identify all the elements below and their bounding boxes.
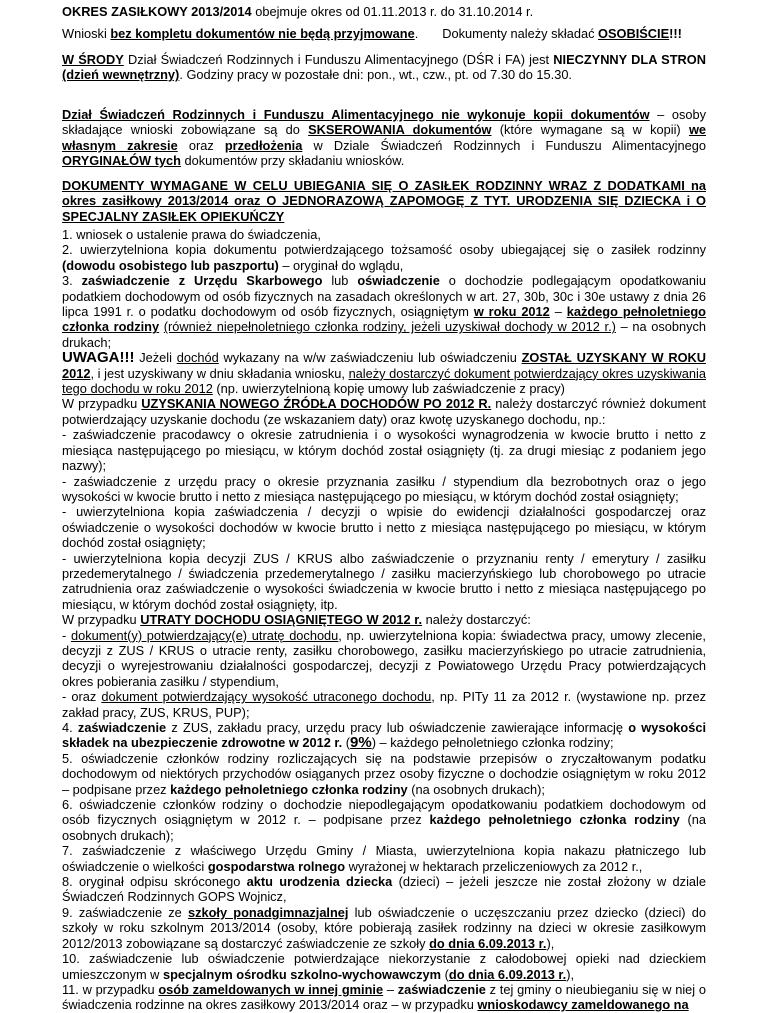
item-10 — [62, 951, 706, 982]
item-11-applicant: wnioskodawcy zameldowanego na — [477, 997, 689, 1013]
loss-item-1 — [62, 628, 706, 690]
gain-item-4: - uwierzytelniona kopia decyzji ZUS / KRUS albo zaświadczenie o przyznaniu renty / emerytury / zasiłku przedemerytalnego / świadczenia przedemerytalnego / zasiłku macierzyńskiego lub chorobowego po utracie zatrudnienia oraz zaświadczenie o wysokości świadczenia w kwocie brutto i netto z miesiąca następującego po miesiącu, w którym dochód został osiągnięty, itp. — [62, 550, 706, 612]
item-7-tail: wyrażonej w hektarach przeliczeniowych za 2012 r., — [345, 858, 643, 874]
item-3-minor: (również niepełnoletniego członka rodziny, jeżeli uzyskiwał dochody w 2012 r.) — [163, 319, 616, 335]
gain-title: UZYSKANIA NOWEGO ŹRÓDŁA DOCHODÓW PO 2012 R. — [141, 396, 492, 412]
item-9-mid: lub oświadczenie o uczęszczaniu przez dziecko (dzieci) do szkoły w roku szkolnym 2013/2014 (osoby, które pobierają zasiłek rodzinny na dzieci w okresie zasiłkowym 2012/2013 zobowiązane są dostarczyć zaświadczenie ze szkoły — [62, 904, 706, 951]
item-3-dash: – — [549, 304, 567, 320]
period-line — [62, 4, 706, 19]
item-11-text: 11. w przypadku — [62, 981, 159, 997]
uwaga-note — [62, 350, 706, 396]
loss-1-doc: dokument(y) potwierdzający(e) utratę dochodu — [70, 627, 339, 643]
period-title: OKRES ZASIŁKOWY 2013/2014 — [62, 4, 252, 19]
copy-xerox: SKSEROWANIA dokumentów — [308, 122, 492, 138]
item-3-member: każdego pełnoletniego członka rodziny — [62, 304, 707, 335]
item-7-farm: gospodarstwa rolnego — [207, 858, 346, 874]
item-6-tail: (na osobnych drukach); — [62, 812, 706, 843]
item-4-percent: 9% — [350, 734, 372, 752]
gain-item-2: - zaświadczenie z urzędu pracy o okresie przyznania zasiłku / stypendium dla bezrobotnych oraz o jego wysokości w kwocie brutto i netto z miesiąca następującego po miesiącu, w którym dochód został osiągnięty; — [62, 473, 706, 504]
copy-originals: ORYGINAŁÓW tych — [62, 153, 181, 169]
item-10-text: 10. zaświadczenie lub oświadczenie potwierdzające niekorzystanie z całodobowej opieki nad dzieckiem umieszczonym w — [62, 951, 706, 982]
item-5-tail: (na osobnych drukach); — [407, 781, 545, 797]
item-8-tail: (dzieci) – jeżeli jeszcze nie został złożony w dziale Świadczeń Rodzinnych GOPS Wojnicz, — [62, 874, 706, 905]
item-9-text: 9. zaświadczenie ze — [62, 904, 188, 920]
notice-exclaim: !!! — [669, 26, 682, 41]
item-10-center: specjalnym ośrodku szkolno-wychowawczym — [162, 966, 442, 982]
wed-text: Dział Świadczeń Rodzinnych i Funduszu Alimentacyjnego (DŚR i FA) jest — [123, 52, 554, 67]
notice-dot: . — [414, 26, 419, 41]
copy-t3: oraz — [177, 137, 225, 153]
item-9-deadline: do dnia 6.09.2013 r. — [429, 935, 547, 951]
income-loss — [62, 612, 706, 627]
item-3-num: 3. — [62, 273, 82, 289]
wed-internal: (dzień wewnętrzny) — [62, 67, 180, 83]
copy-t5: dokumentów przy składaniu wniosków. — [180, 153, 405, 169]
item-4-text: z ZUS, zakładu pracy, urzędu pracy lub oświadczenie zawierające informację — [166, 720, 629, 735]
copy-t4: w Dziale Świadczeń Rodzinnych i Funduszu Alimentacyjnego — [302, 137, 706, 153]
loss-title: UTRATY DOCHODU OSIĄGNIĘTEGO W 2012 r. — [140, 612, 423, 628]
uwaga-label: UWAGA!!! — [62, 349, 135, 367]
documents-heading: DOKUMENTY WYMAGANE W CELU UBIEGANIA SIĘ O ZASIŁEK RODZINNY WRAZ Z DODATKAMI na okres zasiłkowy 2013/2014 oraz O JEDNORAZOWĄ ZAPOMOGĘ Z TYT. URODZENIA SIĘ DZIECKA i O SPECJALNY ZASIŁEK OPIEKUŃCZY — [62, 178, 706, 224]
item-3 — [62, 273, 706, 350]
notice-incomplete: bez kompletu dokumentów nie będą przyjmowane — [110, 26, 415, 41]
item-11-dash: – — [383, 981, 398, 997]
item-8 — [62, 874, 706, 905]
uwaga-obtained: ZOSTAŁ UZYSKANY W ROKU 2012 — [62, 350, 707, 381]
item-6-member: każdego pełnoletniego członka rodziny — [429, 812, 680, 828]
item-11-cert: zaświadczenie — [397, 981, 486, 997]
gain-t1: W przypadku — [62, 396, 142, 412]
item-3-tail: – na osobnych drukach; — [62, 319, 707, 350]
item-6 — [62, 797, 706, 843]
item-2-text: 2. uwierzytelniona kopia dokumentu potwierdzającego tożsamość osoby ubiegającej się o zasiłek rodzinny — [62, 242, 706, 258]
loss-2-text: , np. PITy 11 za 2012 r. (wystawione np. przez zakład pracy, ZUS, KRUS, PUP); — [62, 689, 707, 720]
item-4-cert: zaświadczenie — [77, 720, 167, 735]
loss-item-2 — [62, 689, 706, 720]
notice-personally: OSOBIŚCIE — [598, 26, 670, 41]
item-4-num: 4. — [62, 720, 78, 735]
copy-notice — [62, 107, 706, 169]
item-10-deadline: do dnia 6.09.2013 r. — [448, 966, 567, 982]
gain-item-3: - uwierzytelniona kopia zaświadczenia / decyzji o wpisie do ewidencji działalności gospodarczej oraz oświadczenie o wysokości dochodów w kwocie brutto i netto z miesiąca następującego po miesiącu, w którym dochód został osiągnięty; — [62, 504, 706, 551]
item-4 — [62, 720, 706, 751]
new-income — [62, 396, 706, 427]
item-11-other-gmina: osób zameldowanych w innej gminie — [158, 981, 384, 997]
item-3-tax-office: zaświadczenie z Urzędu Skarbowego — [81, 273, 323, 289]
item-9 — [62, 905, 706, 951]
gain-item-1: - zaświadczenie pracodawcy o okresie zatrudnienia i o wysokości wynagrodzenia w kwocie brutto i netto z miesiąca następującego po miesiącu, w którym dochód został osiągnięty (tj. za drugi miesiąc z podaniem jego nazwy); — [62, 427, 706, 474]
item-6-text: 6. oświadczenie członków rodziny o dochodzie niepodlegającym opodatkowaniu podatkiem dochodowym od osób fizycznych osiągniętym w 2012 r. – podpisane przez — [62, 797, 706, 828]
gain-t2: należy dostarczyć również dokument potwierdzający uzyskanie dochodu (ze wskazaniem daty) oraz kwotę uzyskanego dochodu, np.: — [62, 396, 706, 427]
item-2-tail: – oryginał do wglądu, — [278, 257, 404, 273]
requirements-list — [62, 227, 706, 1013]
copy-own: we własnym zakresie — [62, 122, 707, 153]
item-3-text: o dochodzie podlegającym opodatkowaniu podatkiem dochodowym od osób fizycznych na zasadach określonych w art. 27, 30b, 30c i 30e ustawy z dnia 26 lipca 1991 r. o podatku dochodowym od osób fizycznych, osiągniętym — [62, 273, 706, 320]
item-4-open: ( — [342, 735, 351, 751]
copy-present: przedłożenia — [224, 137, 303, 153]
uwaga-t2: wykazany na w/w zaświadczeniu lub oświadczeniu — [218, 350, 522, 366]
item-4-tail: ) – każdego pełnoletniego członka rodziny; — [371, 735, 614, 751]
wed-closed: NIECZYNNY DLA STRON — [553, 52, 706, 67]
item-8-text: 8. oryginał odpisu skróconego — [62, 874, 247, 890]
item-8-birth: aktu urodzenia dziecka — [246, 874, 393, 890]
copy-t1: – osoby składające wnioski zobowiązane są do — [62, 107, 706, 138]
item-4-premium: o wysokości składek na ubezpieczenie zdrowotne w 2012 r. — [62, 720, 707, 751]
item-2 — [62, 242, 706, 273]
wed-hours: . Godziny pracy w pozostałe dni: pon., wt., czw., pt. od 7.30 do 15.30. — [179, 67, 572, 83]
loss-2-doc: dokument potwierdzający wysokość utraconego dochodu — [101, 689, 432, 705]
item-5 — [62, 751, 706, 797]
item-3-statement: oświadczenie — [357, 273, 440, 289]
item-10-open: ( — [441, 966, 449, 982]
item-3-or: lub — [322, 273, 358, 289]
item-2-bold: (dowodu osobistego lub paszportu) — [62, 257, 279, 273]
wednesday-notice — [62, 52, 706, 83]
item-9-school: szkoły ponadgimnazjalnej — [187, 904, 349, 920]
uwaga-t3: , i jest uzyskiwany w dniu składania wniosku, — [90, 365, 349, 381]
notice-line — [62, 26, 706, 41]
copy-title: Dział Świadczeń Rodzinnych i Funduszu Alimentacyjnego nie wykonuje kopii dokumentów — [62, 107, 650, 122]
wed-label: W ŚRODY — [62, 52, 124, 67]
uwaga-tail: (np. uwierzytelnioną kopię umowy lub zaświadczenie z pracy) — [212, 381, 565, 397]
notice-submit: Dokumenty należy składać — [442, 26, 599, 41]
item-1: 1. wniosek o ustalenie prawa do świadczenia, — [62, 227, 321, 242]
loss-t1: W przypadku — [62, 612, 141, 628]
item-7-text: 7. zaświadczenie z właściwego Urzędu Gminy / Miasta, uwierzytelniona kopia nakazu płatniczego lub oświadczenie o wielkości — [62, 843, 706, 874]
period-range: obejmuje okres od 01.11.2013 r. do 31.10.2014 r. — [251, 4, 534, 19]
loss-2-dash: - oraz — [62, 689, 102, 705]
item-9-tail: ), — [546, 935, 555, 951]
item-7 — [62, 843, 706, 874]
item-5-member: każdego pełnoletniego członka rodziny — [170, 781, 408, 797]
loss-1-dash: - — [62, 627, 71, 643]
uwaga-t1: Jeżeli — [134, 350, 177, 366]
item-10-tail: ), — [566, 966, 575, 982]
copy-t2: (które wymagane są w kopii) — [491, 122, 689, 138]
item-3-year: w roku 2012 — [473, 304, 550, 320]
uwaga-income: dochód — [176, 350, 219, 366]
item-11 — [62, 982, 706, 1013]
loss-1-text: , np. uwierzytelniona kopia: świadectwa pracy, umowy zlecenie, decyzji z ZUS / KRUS o utracie renty, zasiłku chorobowego, zasiłku macierzyńskiego po utracie zatrudnienia, decyzji o wyrejestrowaniu działalności gospodarczej, decyzji z Powiatowego Urzędu Pracy potwierdzających okres pobierania zasiłku / stypendium, — [62, 627, 706, 689]
uwaga-doc: należy dostarczyć dokument potwierdzający okres uzyskiwania tego dochodu w roku 2012 — [62, 365, 706, 397]
loss-t2: należy dostarczyć: — [422, 612, 531, 628]
notice-text: Wnioski — [62, 26, 111, 41]
item-5-text: 5. oświadczenie członków rodziny rozliczających się na podstawie przepisów o zryczałtowanym podatku dochodowym od niektórych przychodów osiąganych przez osoby fizyczne o dochodzie osiągniętym w roku 2012 – podpisane przez — [62, 750, 706, 797]
item-11-mid: z tej gminy o nieubieganiu się w niej o świadczenia rodzinne na okres zasiłkowy 2013/2014 oraz – w przypadku — [62, 981, 707, 1013]
